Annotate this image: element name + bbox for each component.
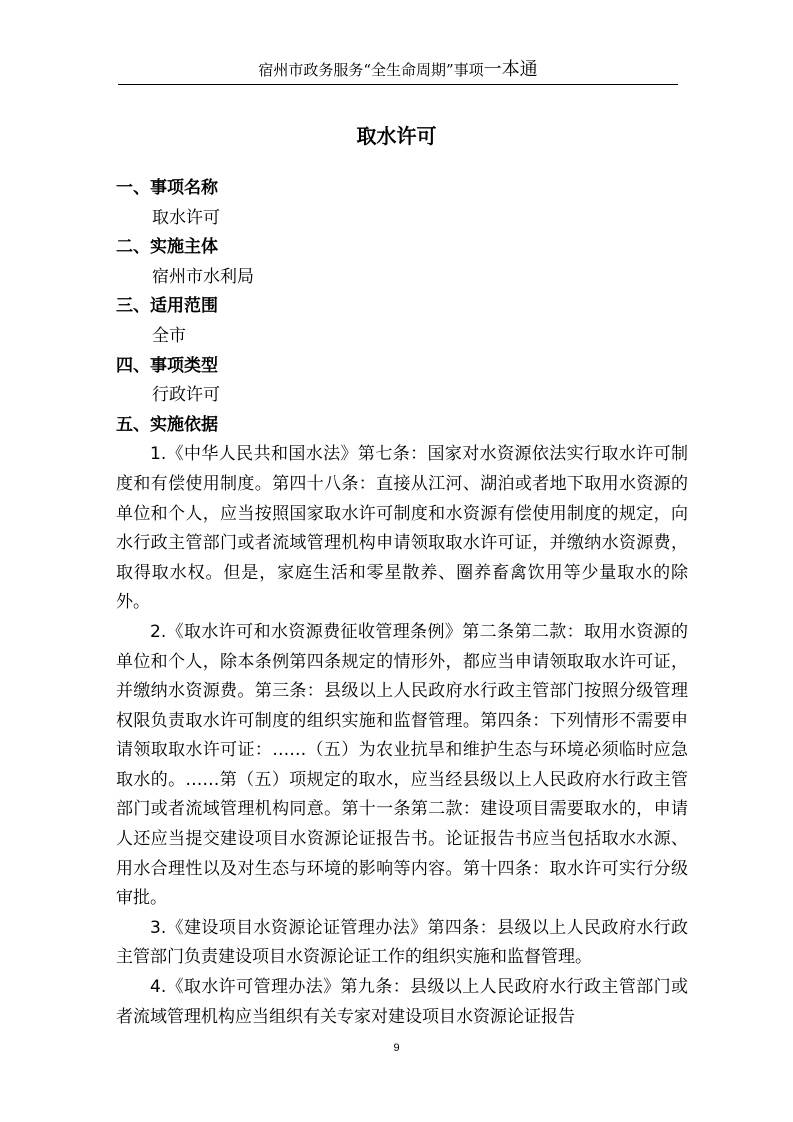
section-heading: 二、实施主体: [116, 237, 218, 258]
section-item-type: [116, 352, 688, 411]
running-header-text: 宿州市政务服务“全生命周期”事项: [258, 61, 484, 79]
document-body: [116, 174, 688, 1032]
basis-paragraph-4: 4.《取水许可管理办法》第九条：县级以上人民政府水行政主管部门或者流域管理机构应当组织有关专家对建设项目水资源论证报告: [116, 977, 688, 1027]
basis-paragraph-2: 2.《取水许可和水资源费征收管理条例》第二条第二款：取用水资源的单位和个人，除本条例第四条规定的情形外，都应当申请领取取水许可证，并缴纳水资源费。第三条：县级以上人民政府水行政主管部门按照分级管理权限负责取水许可制度的组织实施和监督管理。第四条：下列情形不需要申请领取取水许可证：……（五）为农业抗旱和维护生态与环境必须临时应急取水的。……第（五）项规定的取水，应当经县级以上人民政府水行政主管部门或者流域管理机构同意。第十一条第二款：建设项目需要取水的，申请人还应当提交建设项目水资源论证报告书。论证报告书应当包括取水水源、用水合理性以及对生态与环境的影响等内容。第十四条：取水许可实行分级审批。: [116, 621, 688, 909]
section-heading: 五、实施依据: [116, 414, 218, 435]
section-scope: [116, 292, 688, 351]
running-header-emphasis: 一本通: [483, 59, 538, 80]
basis-paragraph-1: 1.《中华人民共和国水法》第七条：国家对水资源依法实行取水许可制度和有偿使用制度。第四十八条：直接从江河、湖泊或者地下取用水资源的单位和个人，应当按照国家取水许可制度和水资源有偿使用制度的规定，向水行政主管部门或者流域管理机构申请领取取水许可证，并缴纳水资源费，取得取水权。但是，家庭生活和零星散养、圈养畜禽饮用等少量取水的除外。: [116, 444, 688, 613]
running-header: [118, 60, 678, 80]
basis-paragraph-3: 3.《建设项目水资源论证管理办法》第四条：县级以上人民政府水行政主管部门负责建设项目水资源论证工作的组织实施和监督管理。: [116, 917, 688, 968]
section-value: 全市: [152, 325, 186, 346]
section-heading: 三、适用范围: [116, 296, 218, 317]
section-value: 宿州市水利局: [152, 266, 254, 287]
section-legal-basis: [116, 411, 688, 1032]
section-value: 行政许可: [152, 385, 220, 406]
section-implementing-body: [116, 233, 688, 292]
section-heading: 四、事项类型: [116, 355, 218, 376]
section-value: 取水许可: [152, 207, 220, 228]
page-number: 9: [393, 1042, 400, 1054]
section-item-name: [116, 174, 688, 233]
header-rule: [118, 84, 678, 85]
section-heading: 一、事项名称: [116, 178, 218, 198]
page-title: 取水许可: [356, 124, 437, 148]
